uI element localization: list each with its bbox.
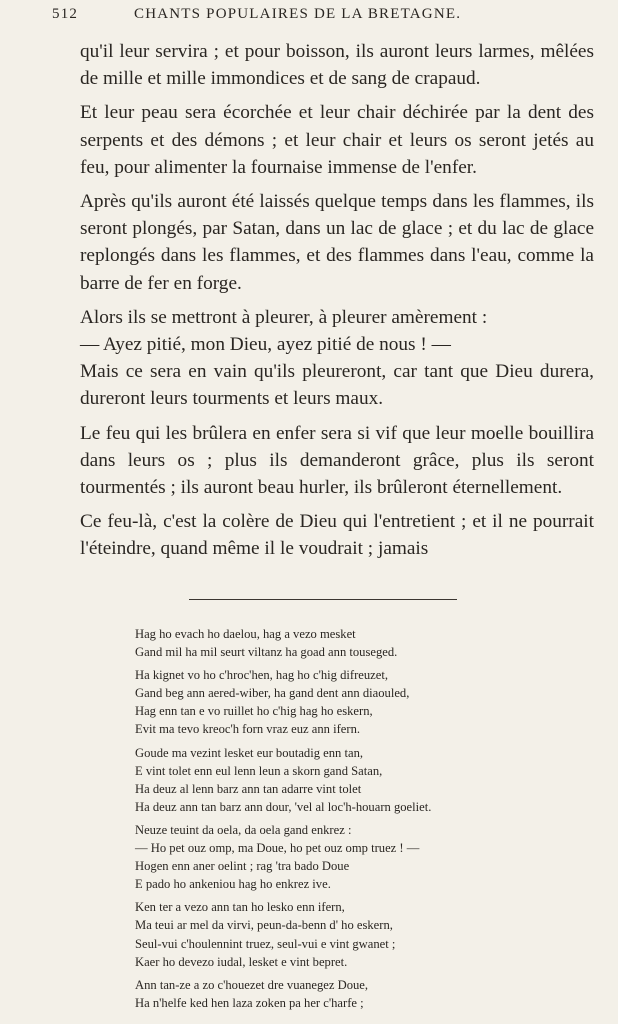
breton-stanza [135, 898, 575, 970]
breton-verse: Hogen enn aner oelint ; rag 'tra bado Doue [135, 859, 350, 874]
breton-verse: Ha deuz ann tan barz ann dour, 'vel al loc'h-houarn goeliet. [135, 799, 432, 814]
breton-stanza [135, 976, 575, 1012]
french-paragraph: qu'il leur servira ; et pour boisson, ils auront leurs larmes, mêlées de mille et mille immondices et de sang de crapaud. [80, 41, 594, 90]
breton-stanza [135, 821, 575, 893]
breton-verse: Neuze teuint da oela, da oela gand enkrez : [135, 822, 352, 837]
french-paragraph: Le feu qui les brûlera en enfer sera si vif que leur moelle bouillira dans leurs os ; plus ils demanderont grâce, plus ils seront tourmentés ; ils auront beau hurler, ils brûleront éternellement. [80, 422, 594, 499]
breton-verse: Hag ho evach ho daelou, hag a vezo mesket [135, 627, 356, 641]
breton-stanza [135, 744, 575, 816]
breton-verse: Ha kignet vo ho c'hroc'hen, hag ho c'hig difreuzet, [135, 668, 389, 683]
running-title: CHANTS POPULAIRES DE LA BRETAGNE. [134, 6, 462, 22]
breton-verse: Ken ter a vezo ann tan ho lesko enn ifern, [135, 900, 345, 915]
breton-verse: E pado ho ankeniou hag ho enkrez ive. [135, 877, 331, 892]
breton-verse: Hag enn tan e vo ruillet ho c'hig hag ho eskern, [135, 704, 373, 719]
french-paragraph: Et leur peau sera écorchée et leur chair déchirée par la dent des serpents et des démons ; et leur chair et leurs os seront jetés au feu, pour alimenter la fournaise immense de l'enfer. [80, 102, 594, 178]
breton-verse: Ann tan-ze a zo c'houezet dre vuanegez Doue, [135, 977, 369, 992]
breton-verse: Ha deuz al lenn barz ann tan adarre vint tolet [135, 781, 362, 796]
french-paragraph: Alors ils se mettront à pleurer, à pleurer amèrement : [80, 306, 488, 328]
french-paragraph: Ce feu-là, c'est la colère de Dieu qui l'entretient ; et il ne pourrait l'éteindre, quand même il le voudrait ; jamais [80, 511, 594, 560]
breton-verse: Gand beg ann aered-wiber, ha gand dent ann diaouled, [135, 686, 410, 701]
running-header [52, 6, 590, 28]
breton-verse: Evit ma tevo kreoc'h forn vraz euz ann ifern. [135, 722, 361, 737]
breton-verse: — Ho pet ouz omp, ma Doue, ho pet ouz omp truez ! — [135, 841, 420, 856]
page-number: 512 [52, 6, 79, 22]
breton-verse: Kaer ho devezo iudal, lesket e vint bepret. [135, 954, 348, 969]
french-paragraph: Mais ce sera en vain qu'ils pleureront, car tant que Dieu durera, dureront leurs tourments et leurs maux. [80, 361, 594, 410]
breton-verse: Goude ma vezint lesket eur boutadig enn tan, [135, 745, 364, 760]
breton-stanza [135, 625, 575, 661]
breton-verse: Gand mil ha mil seurt viltanz ha goad ann touseged. [135, 645, 398, 660]
breton-original [135, 625, 575, 1017]
section-divider [189, 599, 457, 600]
french-translation [80, 38, 594, 570]
breton-verse: Ha n'helfe ked hen laza zoken pa her c'harfe ; [135, 995, 364, 1010]
breton-verse: E vint tolet enn eul lenn leun a skorn gand Satan, [135, 763, 383, 778]
breton-verse: Seul-vui c'houlennint truez, seul-vui e vint gwanet ; [135, 936, 396, 951]
breton-verse: Ma teui ar mel da virvi, peun-da-benn d' ho eskern, [135, 918, 393, 933]
french-paragraph: — Ayez pitié, mon Dieu, ayez pitié de nous ! — [80, 334, 451, 356]
french-paragraph: Après qu'ils auront été laissés quelque temps dans les flammes, ils seront plongés, par Satan, dans un lac de glace ; et du lac de glace replongés dans les flammes, et des flammes dans l'eau, comme la barre de fer en forge. [80, 191, 594, 294]
breton-stanza [135, 666, 575, 738]
